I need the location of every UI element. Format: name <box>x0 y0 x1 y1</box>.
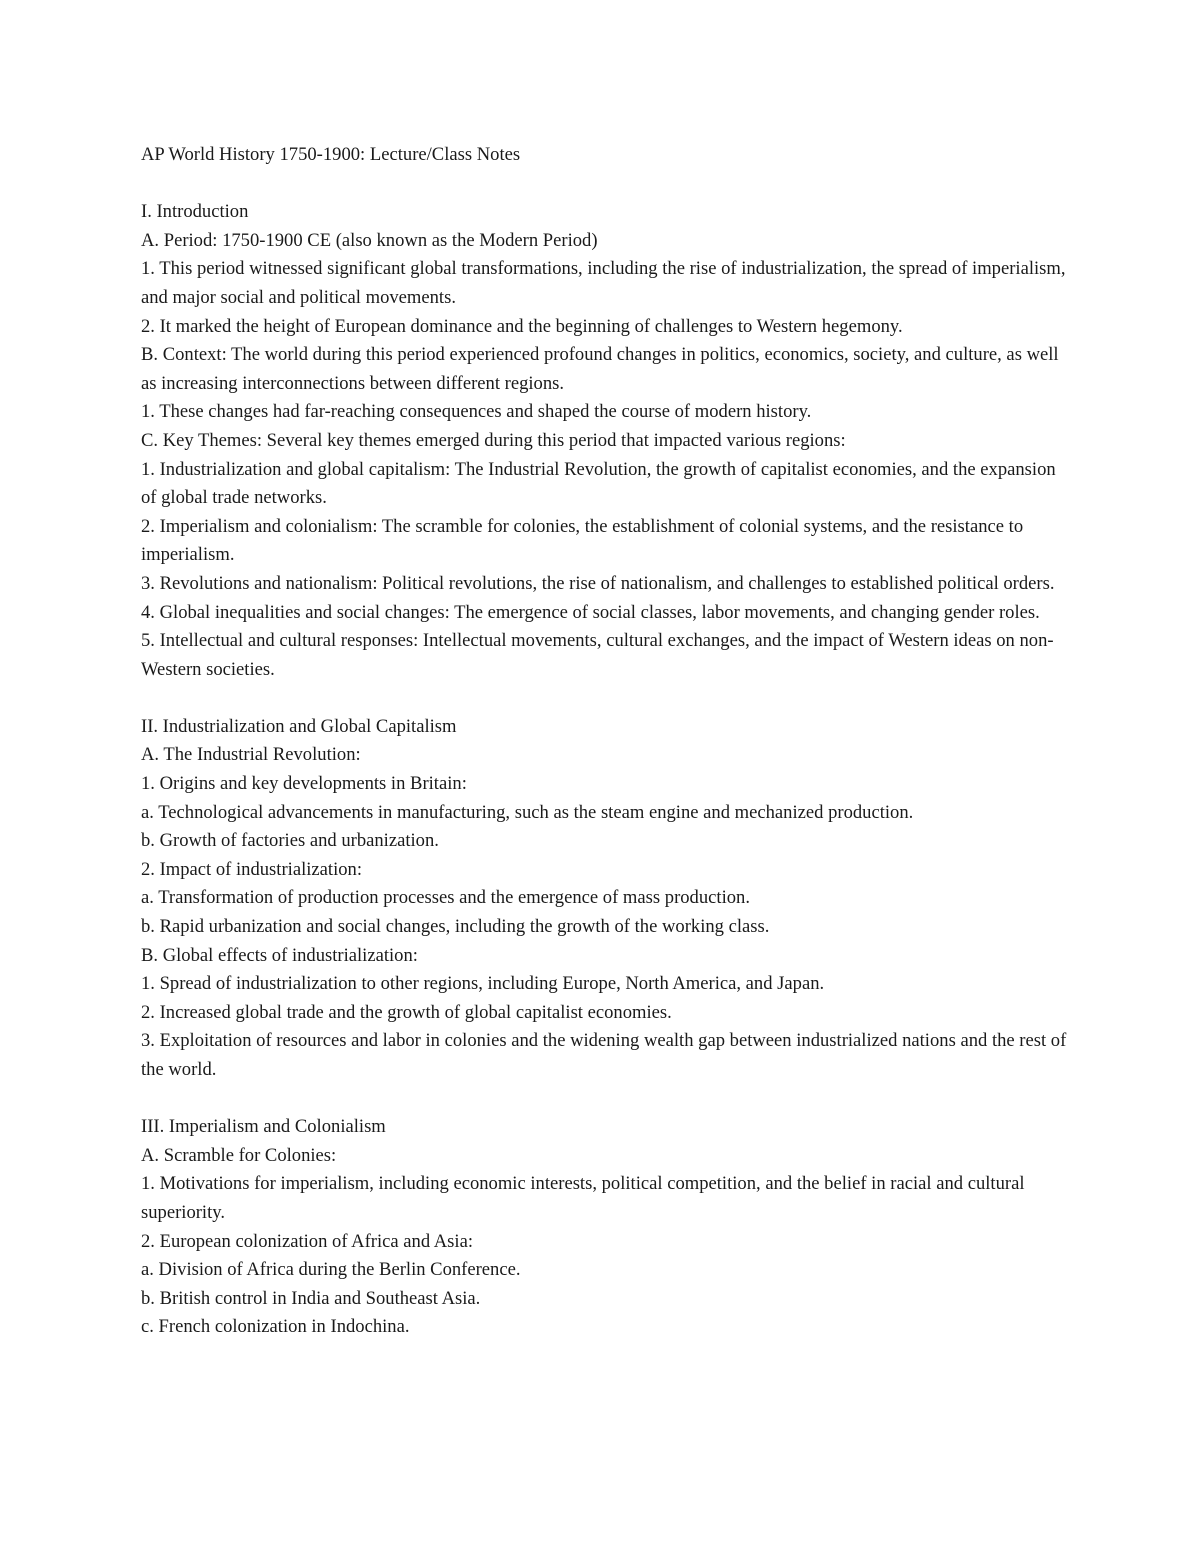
lettered-item: a. Transformation of production processes and the emergence of mass production. <box>141 887 750 909</box>
document-title: AP World History 1750-1900: Lecture/Class Notes <box>141 144 521 165</box>
numbered-item: 1. Spread of industrialization to other regions, including Europe, North America, and Japan. <box>141 973 825 995</box>
numbered-item: 1. This period witnessed significant global transformations, including the rise of industrialization, the spread of imperialism, and major social and political movements. <box>141 258 1066 308</box>
section-heading: II. Industrialization and Global Capitalism <box>141 715 457 737</box>
lettered-item: a. Technological advancements in manufacturing, such as the steam engine and mechanized production. <box>141 801 914 823</box>
numbered-item: 3. Revolutions and nationalism: Political revolutions, the rise of nationalism, and challenges to established political orders. <box>141 572 1055 594</box>
lettered-item: b. Rapid urbanization and social changes, including the growth of the working class. <box>141 916 770 938</box>
numbered-item: 1. Origins and key developments in Britain: <box>141 773 467 795</box>
blank-line <box>141 1085 1071 1114</box>
subsection-line: A. Scramble for Colonies: <box>141 1144 337 1166</box>
numbered-item: 1. Motivations for imperialism, including economic interests, political competition, and the belief in racial and cultural superiority. <box>141 1173 1025 1223</box>
blank-line <box>141 684 1071 713</box>
subsection-line: C. Key Themes: Several key themes emerged during this period that impacted various regions: <box>141 429 846 451</box>
numbered-item: 5. Intellectual and cultural responses: Intellectual movements, cultural exchanges, and the impact of Western ideas on non-Western societies. <box>141 630 1054 680</box>
subsection-line: A. Period: 1750-1900 CE (also known as the Modern Period) <box>141 229 598 251</box>
subsection-line: A. The Industrial Revolution: <box>141 744 361 766</box>
numbered-item: 1. Industrialization and global capitalism: The Industrial Revolution, the growth of capitalist economies, and the expansion of global trade networks. <box>141 458 1056 509</box>
blank-line <box>141 170 1071 199</box>
document-body <box>141 141 1071 1342</box>
lettered-item: a. Division of Africa during the Berlin Conference. <box>141 1259 521 1281</box>
numbered-item: 2. Increased global trade and the growth of global capitalist economies. <box>141 1001 672 1023</box>
subsection-line: B. Context: The world during this period experienced profound changes in politics, economics, society, and culture, as well as increasing interconnections between different regions. <box>141 344 1059 394</box>
numbered-item: 3. Exploitation of resources and labor in colonies and the widening wealth gap between industrialized nations and the rest of the world. <box>141 1030 1067 1080</box>
numbered-item: 2. Impact of industrialization: <box>141 858 363 880</box>
document-lines <box>141 170 1071 1342</box>
section-heading: I. Introduction <box>141 201 249 223</box>
lettered-item: b. Growth of factories and urbanization. <box>141 830 439 852</box>
section-heading: III. Imperialism and Colonialism <box>141 1116 386 1138</box>
numbered-item: 4. Global inequalities and social changes: The emergence of social classes, labor movements, and changing gender roles. <box>141 601 1040 623</box>
numbered-item: 2. Imperialism and colonialism: The scramble for colonies, the establishment of colonial systems, and the resistance to imperialism. <box>141 515 1024 566</box>
numbered-item: 2. European colonization of Africa and Asia: <box>141 1230 473 1252</box>
subsection-line: B. Global effects of industrialization: <box>141 944 418 966</box>
lettered-item: c. French colonization in Indochina. <box>141 1316 410 1338</box>
lettered-item: b. British control in India and Southeast Asia. <box>141 1287 481 1309</box>
numbered-item: 2. It marked the height of European dominance and the beginning of challenges to Western hegemony. <box>141 315 903 337</box>
numbered-item: 1. These changes had far-reaching consequences and shaped the course of modern history. <box>141 401 812 423</box>
